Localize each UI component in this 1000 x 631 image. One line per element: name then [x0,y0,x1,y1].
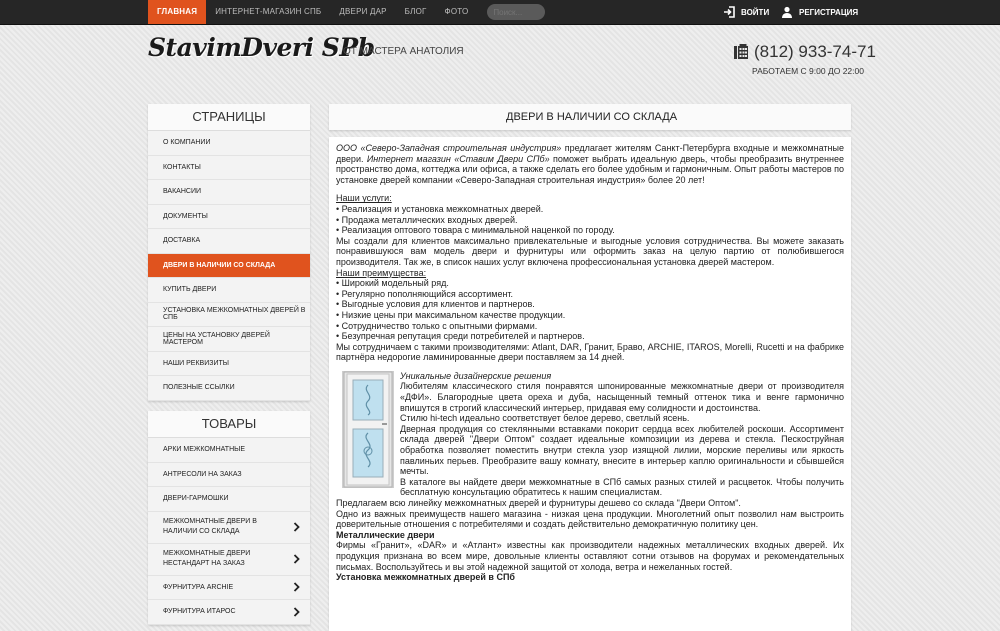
site-logo[interactable]: StavimDveri SPb [148,33,375,62]
site-tagline: ОТ МАСТЕРА АНАТОЛИЯ [343,46,464,57]
goods-menu [148,411,310,625]
list-item: • Продажа металлических входных дверей. [336,214,518,225]
main-nav [148,0,545,24]
list-item: • Регулярно пополняющийся ассортимент. [336,288,514,299]
design-heading: Уникальные дизайнерские решения [400,370,552,381]
sidebar-item-installation[interactable]: УСТАНОВКА МЕЖКОМНАТНЫХ ДВЕРЕЙ В СПБ [148,303,310,328]
design-paragraph: Любителям классического стиля понравятся шпонированные межкомнатные двери от производителя «ДФИ». Благородные цвета ореха и дуба, насыщенный темный оттенок тика и венге гармонично впишутся в строгий классический интерьер, придавая ему солидности и достоинства. [400,381,844,413]
search-input[interactable] [487,4,545,20]
chevron-right-icon [293,522,300,532]
list-item: • Широкий модельный ряд. [336,278,449,289]
phone-icon [734,44,748,60]
sidebar-item-install-prices[interactable]: ЦЕНЫ НА УСТАНОВКУ ДВЕРЕЙ МАСТЕРОМ [148,327,310,352]
list-item: • Выгодные условия для клиентов и партнеров. [336,299,535,310]
sidebar-item-useful-links[interactable]: ПОЛЕЗНЫЕ ССЫЛКИ [148,376,310,401]
list-item: • Реализация оптового товара с минимальной наценкой по городу. [336,225,615,236]
working-hours: РАБОТАЕМ С 9:00 ДО 22:00 [752,66,864,76]
sidebar-item-label: ФУРНИТУРА ИТАРОС [163,608,236,616]
design-paragraph: В каталоге вы найдете двери межкомнатные в СПб самых разных стилей и расцветок. Чтобы получить бесплатную консультацию обратитесь к нашим специалистам. [400,476,844,498]
register-link[interactable] [781,0,858,24]
intro-text-2: поможет выбрать идеальную дверь, чтобы преобразить внутреннее пространство дома, коттеджа или офиса, а также сделать его более удобным и гармоничным. Опыт работы мастеров по установке дверей компании «Северо-Западная строительная индустрия» более 20 лет! [336,153,845,185]
phone-number[interactable]: (812) 933-74-71 [754,42,876,61]
nav-home[interactable]: ГЛАВНАЯ [148,0,206,24]
sidebar-item-documents[interactable]: ДОКУМЕНТЫ [148,205,310,230]
nav-photo[interactable]: ФОТО [444,7,469,16]
goods-menu-title: ТОВАРЫ [148,411,310,438]
company-name: ООО «Северо-Западная строительная индустрия» [336,143,562,153]
sidebar-item-contacts[interactable]: КОНТАКТЫ [148,156,310,181]
sidebar-item-requisites[interactable]: НАШИ РЕКВИЗИТЫ [148,352,310,377]
manufacturers-paragraph: Мы сотрудничаем с такими производителями: Atlant, DAR, Гранит, Браво, ARCHIE, ITAROS, Morelli, Rucetti и на фабрике партнёра недорогие ламинированные двери поставляем за 14 дней. [336,341,844,363]
services-heading: Наши услуги: [336,193,392,204]
design-paragraph: Стилю hi-tech идеально соответствует белое дерево, светлый ясень. [400,413,690,424]
wholesale-paragraph: Предлагаем всю линейку межкомнатных дверей и фурнитуры дешево со склада "Двери Оптом". [336,498,741,508]
chevron-right-icon [293,607,300,617]
login-label: ВОЙТИ [741,7,770,17]
sidebar-item-delivery[interactable]: ДОСТАВКА [148,229,310,254]
metal-doors-heading: Металлические двери [336,529,435,540]
nav-blog[interactable]: БЛОГ [404,7,427,16]
services-paragraph: Мы создали для клиентов максимально привлекательные и выгодные условия сотрудничества. Вы можете заказать понравившуюся вам модель двери и фурнитуры или оформить заказ на целую партию от полюбившегося производителя. Так же, в список наших услуг включена профессиональная установка дверей мастером. [336,235,844,267]
page-title: ДВЕРИ В НАЛИЧИИ СО СКЛАДА [329,104,851,130]
nav-dar-doors[interactable]: ДВЕРИ ДАР [339,7,387,16]
design-paragraph: Дверная продукция со стеклянными вставками покорит сердца всех любителей роскоши. Ассортимент склада дверей "Двери Оптом" создает идеальные композиции из дерева и стекла. Пескоструйная обработка позволяет поместить внутри стекла узор изящной лилии, морские переливы или яркость павлиньих перьев. Преобразите вашу комнату, внесите в интерьер каплю оригинальности и сбывшейся мечты. [400,423,844,477]
metal-doors-paragraph: Фирмы «Гранит», «DAR» и «Атлант» известны как производители надежных металлических входных дверей. Их продукция признана во всем мире, довольные клиенты оставляют сотни отзывов на форумах и рекомендательных письмах. Воспользуйтесь и вы этой надежной защитой от холода, ветра и нежеланных гостей. [336,540,844,572]
installation-heading: Установка межкомнатных дверей в СПб [336,572,515,583]
sidebar-item-label: МЕЖКОМНАТНЫЕ ДВЕРИ НЕСТАНДАРТ НА ЗАКАЗ [163,550,251,567]
sidebar-item-archie-hardware[interactable] [148,576,310,601]
list-item: • Безупречная репутация среди потребителей и партнеров. [336,331,585,342]
list-item: • Реализация и установка межкомнатных дверей. [336,203,544,214]
nav-shop-spb[interactable]: ИНТЕРНЕТ-МАГАЗИН СПБ [215,7,322,16]
register-label: РЕГИСТРАЦИЯ [799,7,859,17]
top-bar [0,0,1000,25]
sidebar-item-about[interactable]: О КОМПАНИИ [148,131,310,156]
wholesale-paragraph: Одно из важных преимуществ нашего магазина - низкая цена продукции. Многолетний опыт позволил нам выстроить доверительные отношения с потребителями и создать действительно демократичную политику цен. [336,508,844,530]
pages-menu-title: СТРАНИЦЫ [148,104,310,131]
login-link[interactable] [723,0,769,24]
shop-name: Интернет магазин «Ставим Двери СПб» [366,153,550,164]
article-body [329,137,851,631]
sidebar-item-folding-doors[interactable]: ДВЕРИ-ГАРМОШКИ [148,487,310,512]
sidebar-item-itaros-hardware[interactable] [148,600,310,625]
chevron-right-icon [293,554,300,564]
advantages-heading: Наши преимущества: [336,267,427,278]
list-item: • Низкие цены при максимальном качестве продукции. [336,309,566,320]
door-image [342,371,394,488]
login-icon [723,6,735,18]
chevron-right-icon [293,582,300,592]
sidebar-item-buy-doors[interactable]: КУПИТЬ ДВЕРИ [148,278,310,303]
phone-block [734,42,876,62]
intro-paragraph [336,143,844,185]
sidebar-item-arches[interactable]: АРКИ МЕЖКОМНАТНЫЕ [148,438,310,463]
user-icon [781,6,793,18]
intro-text-1: предлагает жителям Санкт-Петербурга входные и межкомнатные двери. [336,143,844,164]
sidebar-item-vacancies[interactable]: ВАКАНСИИ [148,180,310,205]
sidebar-item-interior-doors-stock[interactable] [148,512,310,544]
sidebar-item-mezzanines[interactable]: АНТРЕСОЛИ НА ЗАКАЗ [148,463,310,488]
sidebar-item-label: ФУРНИТУРА ARCHIE [163,583,234,591]
sidebar-item-label: МЕЖКОМНАТНЫЕ ДВЕРИ В НАЛИЧИИ СО СКЛАДА [163,518,257,535]
sidebar-item-doors-in-stock[interactable]: ДВЕРИ В НАЛИЧИИ СО СКЛАДА [148,254,310,279]
design-section [336,371,844,498]
sidebar-item-interior-doors-custom[interactable] [148,544,310,576]
list-item: • Сотрудничество только с опытными фирмами. [336,320,538,331]
pages-menu [148,104,310,401]
